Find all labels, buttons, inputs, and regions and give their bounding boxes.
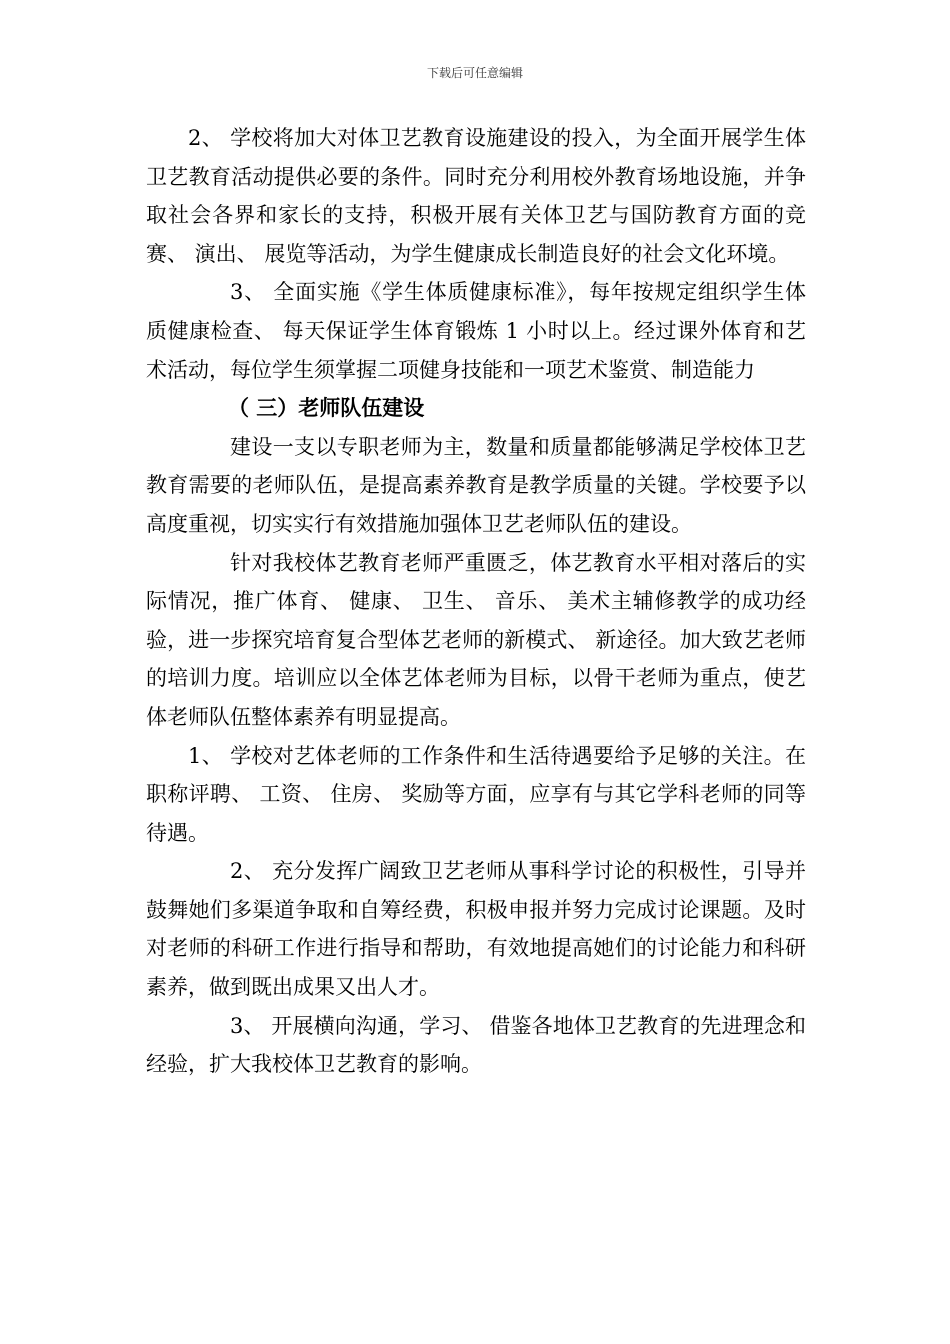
page-header: 下载后可任意编辑 [426,66,523,80]
document-body [146,119,806,1084]
section-heading-teacher-team: （ 三）老师队伍建设 [228,396,425,421]
paragraph-exchange: 3、 开展横向沟通，学习、 借鉴各地体卫艺教育的先进理念和经验，扩大我校体卫艺教育的影响。 [146,1013,806,1077]
paragraph-team-building: 建设一支以专职老师为主，数量和质量都能够满足学校体卫艺教育需要的老师队伍，是提高素养教育是教学质量的关键。学校要予以高度重视，切实实行有效措施加强体卫艺老师队伍的建设。 [146,434,806,536]
paragraph-research: 2、 充分发挥广阔致卫艺老师从事科学讨论的积极性，引导并鼓舞她们多渠道争取和自筹经费，积极申报并努力完成讨论课题。及时对老师的科研工作进行指导和帮助，有效地提高她们的讨论能力和科研素养，做到既出成果又出人才。 [146,859,806,1000]
paragraph-health-standard: 3、 全面实施《学生体质健康标准》，每年按规定组织学生体质健康检查、 每天保证学生体育锻炼 1 小时以上。经过课外体育和艺术活动，每位学生须掌握二项健身技能和一项艺术鉴赏、制造能力 [146,280,806,382]
paragraph-working-conditions: 1、 学校对艺体老师的工作条件和生活待遇要给予足够的关注。在职称评聘、 工资、 住房、 奖励等方面，应享有与其它学科老师的同等待遇。 [146,743,806,845]
paragraph-facilities-investment: 2、 学校将加大对体卫艺教育设施建设的投入，为全面开展学生体卫艺教育活动提供必要的条件。同时充分利用校外教育场地设施，并争取社会各界和家长的支持，积极开展有关体卫艺与国防教育方面的竞赛、 演出、 展览等活动，为学生健康成长制造良好的社会文化环境。 [146,126,806,266]
paragraph-training: 针对我校体艺教育老师严重匮乏，体艺教育水平相对落后的实际情况，推广体育、 健康、 卫生、 音乐、 美术主辅修教学的成功经验，进一步探究培育复合型体艺老师的新模式、 新途径。加大致艺老师的培训力度。培训应以全体艺体老师为目标，以骨干老师为重点，使艺体老师队伍整体素养有明显提高。 [146,550,806,729]
